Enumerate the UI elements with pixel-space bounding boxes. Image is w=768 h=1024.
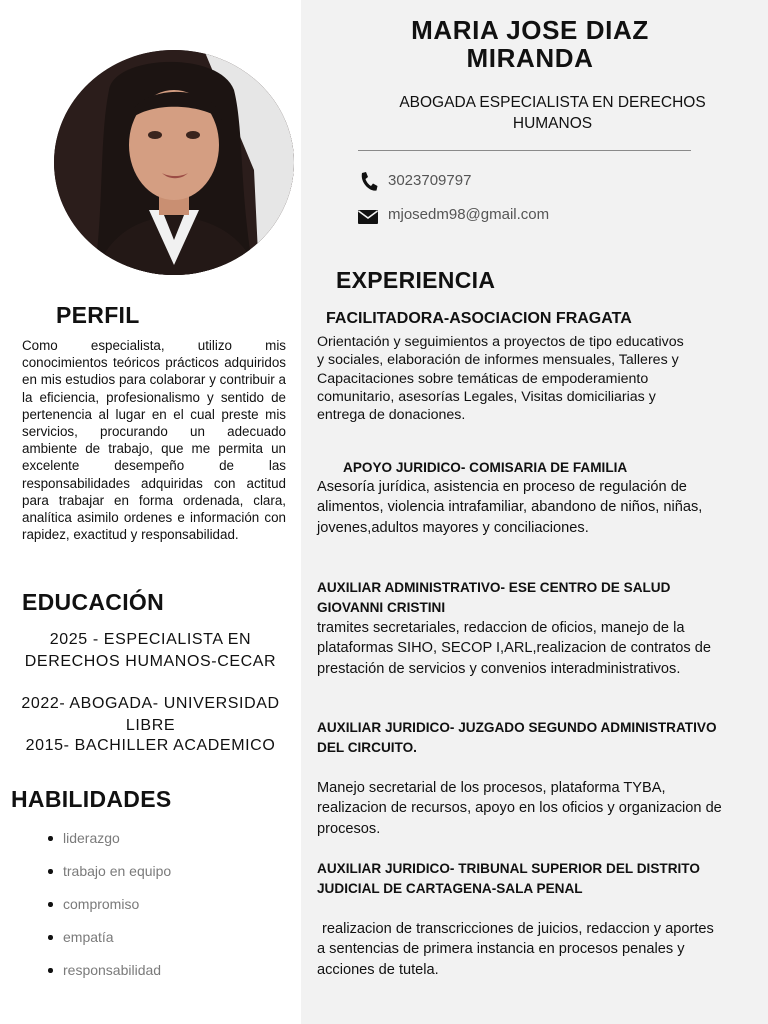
perfil-heading: PERFIL — [56, 302, 140, 328]
envelope-icon — [358, 205, 378, 227]
job-description: Manejo secretarial de los procesos, plataforma TYBA, realizacion de recursos, apoyo en los oficios y organizacion de procesos. — [317, 780, 722, 837]
job-description: tramites secretariales, redaccion de oficios, manejo de la plataformas SIHO, SECOP I,ARL,realizacion de contratos de prestación de servicios y convenios interadministrativos. — [317, 620, 711, 677]
phone-number: 3023709797 — [388, 172, 472, 189]
email-address: mjosedm98@gmail.com — [388, 206, 550, 223]
job-title: FACILITADORA-ASOCIACION FRAGATA — [326, 310, 632, 327]
job-title: AUXILIAR JURIDICO- TRIBUNAL SUPERIOR DEL DISTRITO JUDICIAL DE CARTAGENA-SALA PENAL — [317, 861, 700, 897]
job-description: realizacion de transcricciones de juicios, redaccion y aportes a sentencias de primera instancia en procesos penales y acciones de tutela. — [317, 921, 714, 978]
education-item: 2022- ABOGADA- UNIVERSIDAD LIBRE — [21, 695, 280, 734]
job-description: Asesoría jurídica, asistencia en proceso de regulación de alimentos, violencia intrafamiliar, abandono de niños, niñas, jovenes,adultos mayores y conciliaciones. — [317, 479, 703, 536]
skill-item: liderazgo — [40, 825, 171, 858]
phone-icon — [358, 171, 378, 193]
skill-item: responsabilidad — [40, 957, 171, 990]
perfil-text: Como especialista, utilizo mis conocimientos teóricos prácticos adquiridos en mis estudios para colaborar y contribuir a la eficiencia, profesionalismo y sentido de pertenencia al lugar en el cual preste mis servicios, procurando un adecuado ambiente de trabajo, que me permita un excelente desempeño de las responsabilidades adquiridas con actitud para trabajar en forma ordenada, clara, analítica asimilo ordenes e información con rapidez, exactitud y responsabilidad. — [22, 338, 286, 543]
habilidades-heading: HABILIDADES — [11, 786, 172, 812]
header-divider — [358, 150, 691, 151]
profession-title: ABOGADA ESPECIALISTA EN DERECHOS HUMANOS — [399, 94, 706, 132]
candidate-name: MARIA JOSE DIAZ MIRANDA — [411, 15, 649, 73]
skill-item: empatía — [40, 924, 171, 957]
education-item: 2025 - ESPECIALISTA EN DERECHOS HUMANOS-CECAR — [24, 631, 277, 670]
educacion-heading: EDUCACIÓN — [22, 589, 164, 615]
job-title: APOYO JURIDICO- COMISARIA DE FAMILIA — [343, 460, 628, 475]
skill-item: trabajo en equipo — [40, 858, 171, 891]
education-item: 2015- BACHILLER ACADEMICO — [25, 737, 276, 754]
job-title: AUXILIAR JURIDICO- JUZGADO SEGUNDO ADMINISTRATIVO DEL CIRCUITO. — [317, 720, 717, 756]
job-description: Orientación y seguimientos a proyectos de tipo educativos y sociales, elaboración de informes mensuales, Talleres y Capacitaciones sobre temáticas de empoderamiento comunitario, asesorías Legales, Visitas domiciliarias y entrega de donaciones. — [317, 334, 684, 424]
skill-item: compromiso — [40, 891, 171, 924]
profile-photo — [54, 50, 294, 275]
experiencia-heading: EXPERIENCIA — [336, 267, 496, 293]
job-title: AUXILIAR ADMINISTRATIVO- ESE CENTRO DE SALUD GIOVANNI CRISTINI — [317, 580, 671, 616]
skills-list — [40, 825, 171, 990]
